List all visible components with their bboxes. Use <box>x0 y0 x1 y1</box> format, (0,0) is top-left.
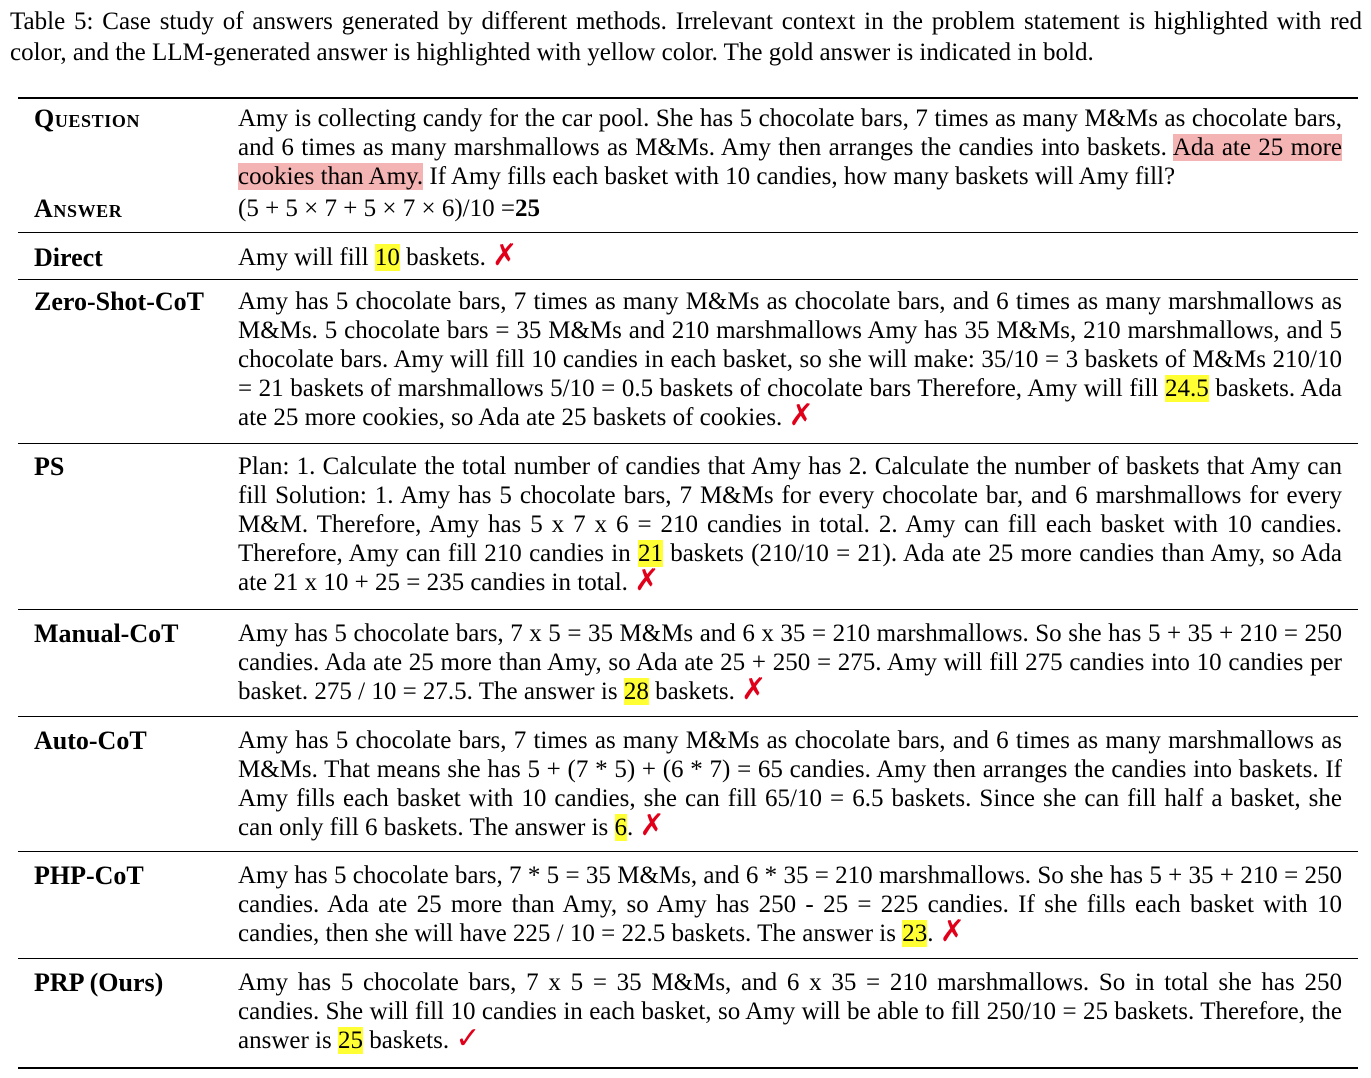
question-row <box>18 104 1358 228</box>
text-after: . <box>627 814 634 841</box>
method-answer-text <box>238 726 1342 842</box>
text-before: Amy will fill <box>238 244 375 271</box>
llm-answer: 24.5 <box>1165 375 1209 402</box>
method-label: PRP (Ours) <box>34 968 164 997</box>
rule-after-zero-shot-cot <box>18 443 1358 444</box>
question-label: Question <box>34 104 141 133</box>
cross-icon: ✗ <box>939 915 965 948</box>
rule-after-manual-cot <box>18 716 1358 717</box>
text-after: baskets (210/10 = 21). Ada ate 25 more candies than Amy, so Ada ate 21 x 10 + 25 = 235 candies in total. <box>238 540 1342 596</box>
rule-after-auto-cot <box>18 851 1358 852</box>
text-after: . <box>927 920 934 947</box>
method-answer-text <box>238 452 1342 597</box>
irrelevant-context: Ada ate 25 more cookies than Amy. <box>238 134 1342 190</box>
llm-answer: 28 <box>623 678 649 705</box>
top-rule <box>18 97 1358 99</box>
method-label: Auto-CoT <box>34 726 147 755</box>
text-after: baskets. <box>648 678 735 705</box>
answer-label: Answer <box>34 194 123 223</box>
question-text-after: If Amy fills each basket with 10 candies, how many baskets will Amy fill? <box>423 163 1176 190</box>
cross-icon: ✗ <box>492 239 518 272</box>
method-answer-text <box>238 239 1342 272</box>
table-caption: Table 5: Case study of answers generated by different methods. Irrelevant context in the problem statement is highlighted with red color, and the LLM-generated answer is highlighted with yellow color. The gold answer is indicated in bold. <box>10 8 1362 66</box>
method-label: Zero-Shot-CoT <box>34 287 204 316</box>
question-text <box>238 104 1342 191</box>
rule-after-question <box>18 232 1358 233</box>
text-before: Amy has 5 chocolate bars, 7 x 5 = 35 M&Ms and 6 x 35 = 210 marshmallows. So she has 5 + 35 + 210 = 250 candies. Ada ate 25 more than Amy, so Ada ate 25 + 250 = 275. Amy will fill 275 candies into 10 candies per basket. 275 / 10 = 27.5. The answer is <box>238 620 1342 705</box>
rule-after-ps <box>18 609 1358 610</box>
text-after: baskets. Ada ate 25 more cookies, so Ada ate 25 baskets of cookies. <box>238 375 1342 431</box>
text-before: Amy has 5 chocolate bars, 7 times as many M&Ms as chocolate bars, and 6 times as many marshmallows as M&Ms. 5 chocolate bars = 35 M&Ms and 210 marshmallows Amy has 35 M&Ms, 210 marshmallows, and 5 chocolate bars. Amy will fill 10 candies in each basket, so she will make: 35/10 = 3 baskets of M&Ms 210/10 = 21 baskets of marshmallows 5/10 = 0.5 baskets of chocolate bars Therefore, Amy will fill <box>238 288 1342 402</box>
method-label: PS <box>34 452 65 481</box>
text-before: Amy has 5 chocolate bars, 7 times as many M&Ms as chocolate bars, and 6 times as many marshmallows as M&Ms. That means she has 5 + (7 * 5) + (6 * 7) = 65 candies. Amy then arranges the candies into baskets. If Amy fills each basket with 10 candies, she can fill 65/10 = 6.5 baskets. Since she can fill half a basket, she can only fill 6 baskets. The answer is <box>238 727 1342 841</box>
llm-answer: 6 <box>614 814 628 841</box>
cross-icon: ✗ <box>634 564 660 597</box>
cross-icon: ✗ <box>639 809 665 842</box>
bottom-rule <box>18 1067 1358 1069</box>
text-before: Amy has 5 chocolate bars, 7 x 5 = 35 M&Ms, and 6 x 35 = 210 marshmallows. So in total she has 250 candies. She will fill 10 candies in each basket, so Amy will be able to fill 250/10 = 25 baskets. Therefore, the answer is <box>238 969 1342 1054</box>
rule-after-direct <box>18 279 1358 280</box>
method-answer-text <box>238 287 1342 432</box>
cross-icon: ✗ <box>788 399 814 432</box>
formula-text: (5 + 5 × 7 + 5 × 7 × 6)/10 = <box>238 195 515 222</box>
check-icon: ✓ <box>455 1022 481 1055</box>
method-label: Direct <box>34 243 103 272</box>
method-answer-text <box>238 968 1342 1055</box>
gold-answer: 25 <box>514 195 540 222</box>
text-before: Amy has 5 chocolate bars, 7 * 5 = 35 M&Ms, and 6 * 35 = 210 marshmallows. So she has 5 + 35 + 210 = 250 candies. Ada ate 25 more than Amy, so Amy has 250 - 25 = 225 candies. If she fills each basket with 10 candies, then she will have 225 / 10 = 22.5 baskets. The answer is <box>238 862 1342 947</box>
rule-after-php-cot <box>18 958 1358 959</box>
method-answer-text <box>238 861 1342 948</box>
method-label: Manual-CoT <box>34 619 179 648</box>
text-before: Plan: 1. Calculate the total number of candies that Amy has 2. Calculate the number of baskets that Amy can fill Solution: 1. Amy has 5 chocolate bars, 7 M&Ms for every chocolate bar, and 6 marshmallows for every M&M. Therefore, Amy has 5 x 7 x 6 = 210 candies in total. 2. Amy can fill each basket with 10 candies. Therefore, Amy can fill 210 candies in <box>238 453 1342 567</box>
text-after: baskets. <box>362 1027 450 1054</box>
method-answer-text <box>238 619 1342 706</box>
llm-answer: 21 <box>638 540 664 567</box>
llm-answer: 25 <box>337 1027 363 1054</box>
llm-answer: 10 <box>374 244 400 271</box>
cross-icon: ✗ <box>741 673 767 706</box>
answer-formula <box>238 194 1342 223</box>
text-after: baskets. <box>399 244 486 271</box>
method-label: PHP-CoT <box>34 861 144 890</box>
question-text-before: Amy is collecting candy for the car pool. She has 5 chocolate bars, 7 times as many M&Ms as chocolate bars, and 6 times as many marshmallows as M&Ms. Amy then arranges the candies into baskets. <box>238 105 1342 161</box>
llm-answer: 23 <box>902 920 928 947</box>
